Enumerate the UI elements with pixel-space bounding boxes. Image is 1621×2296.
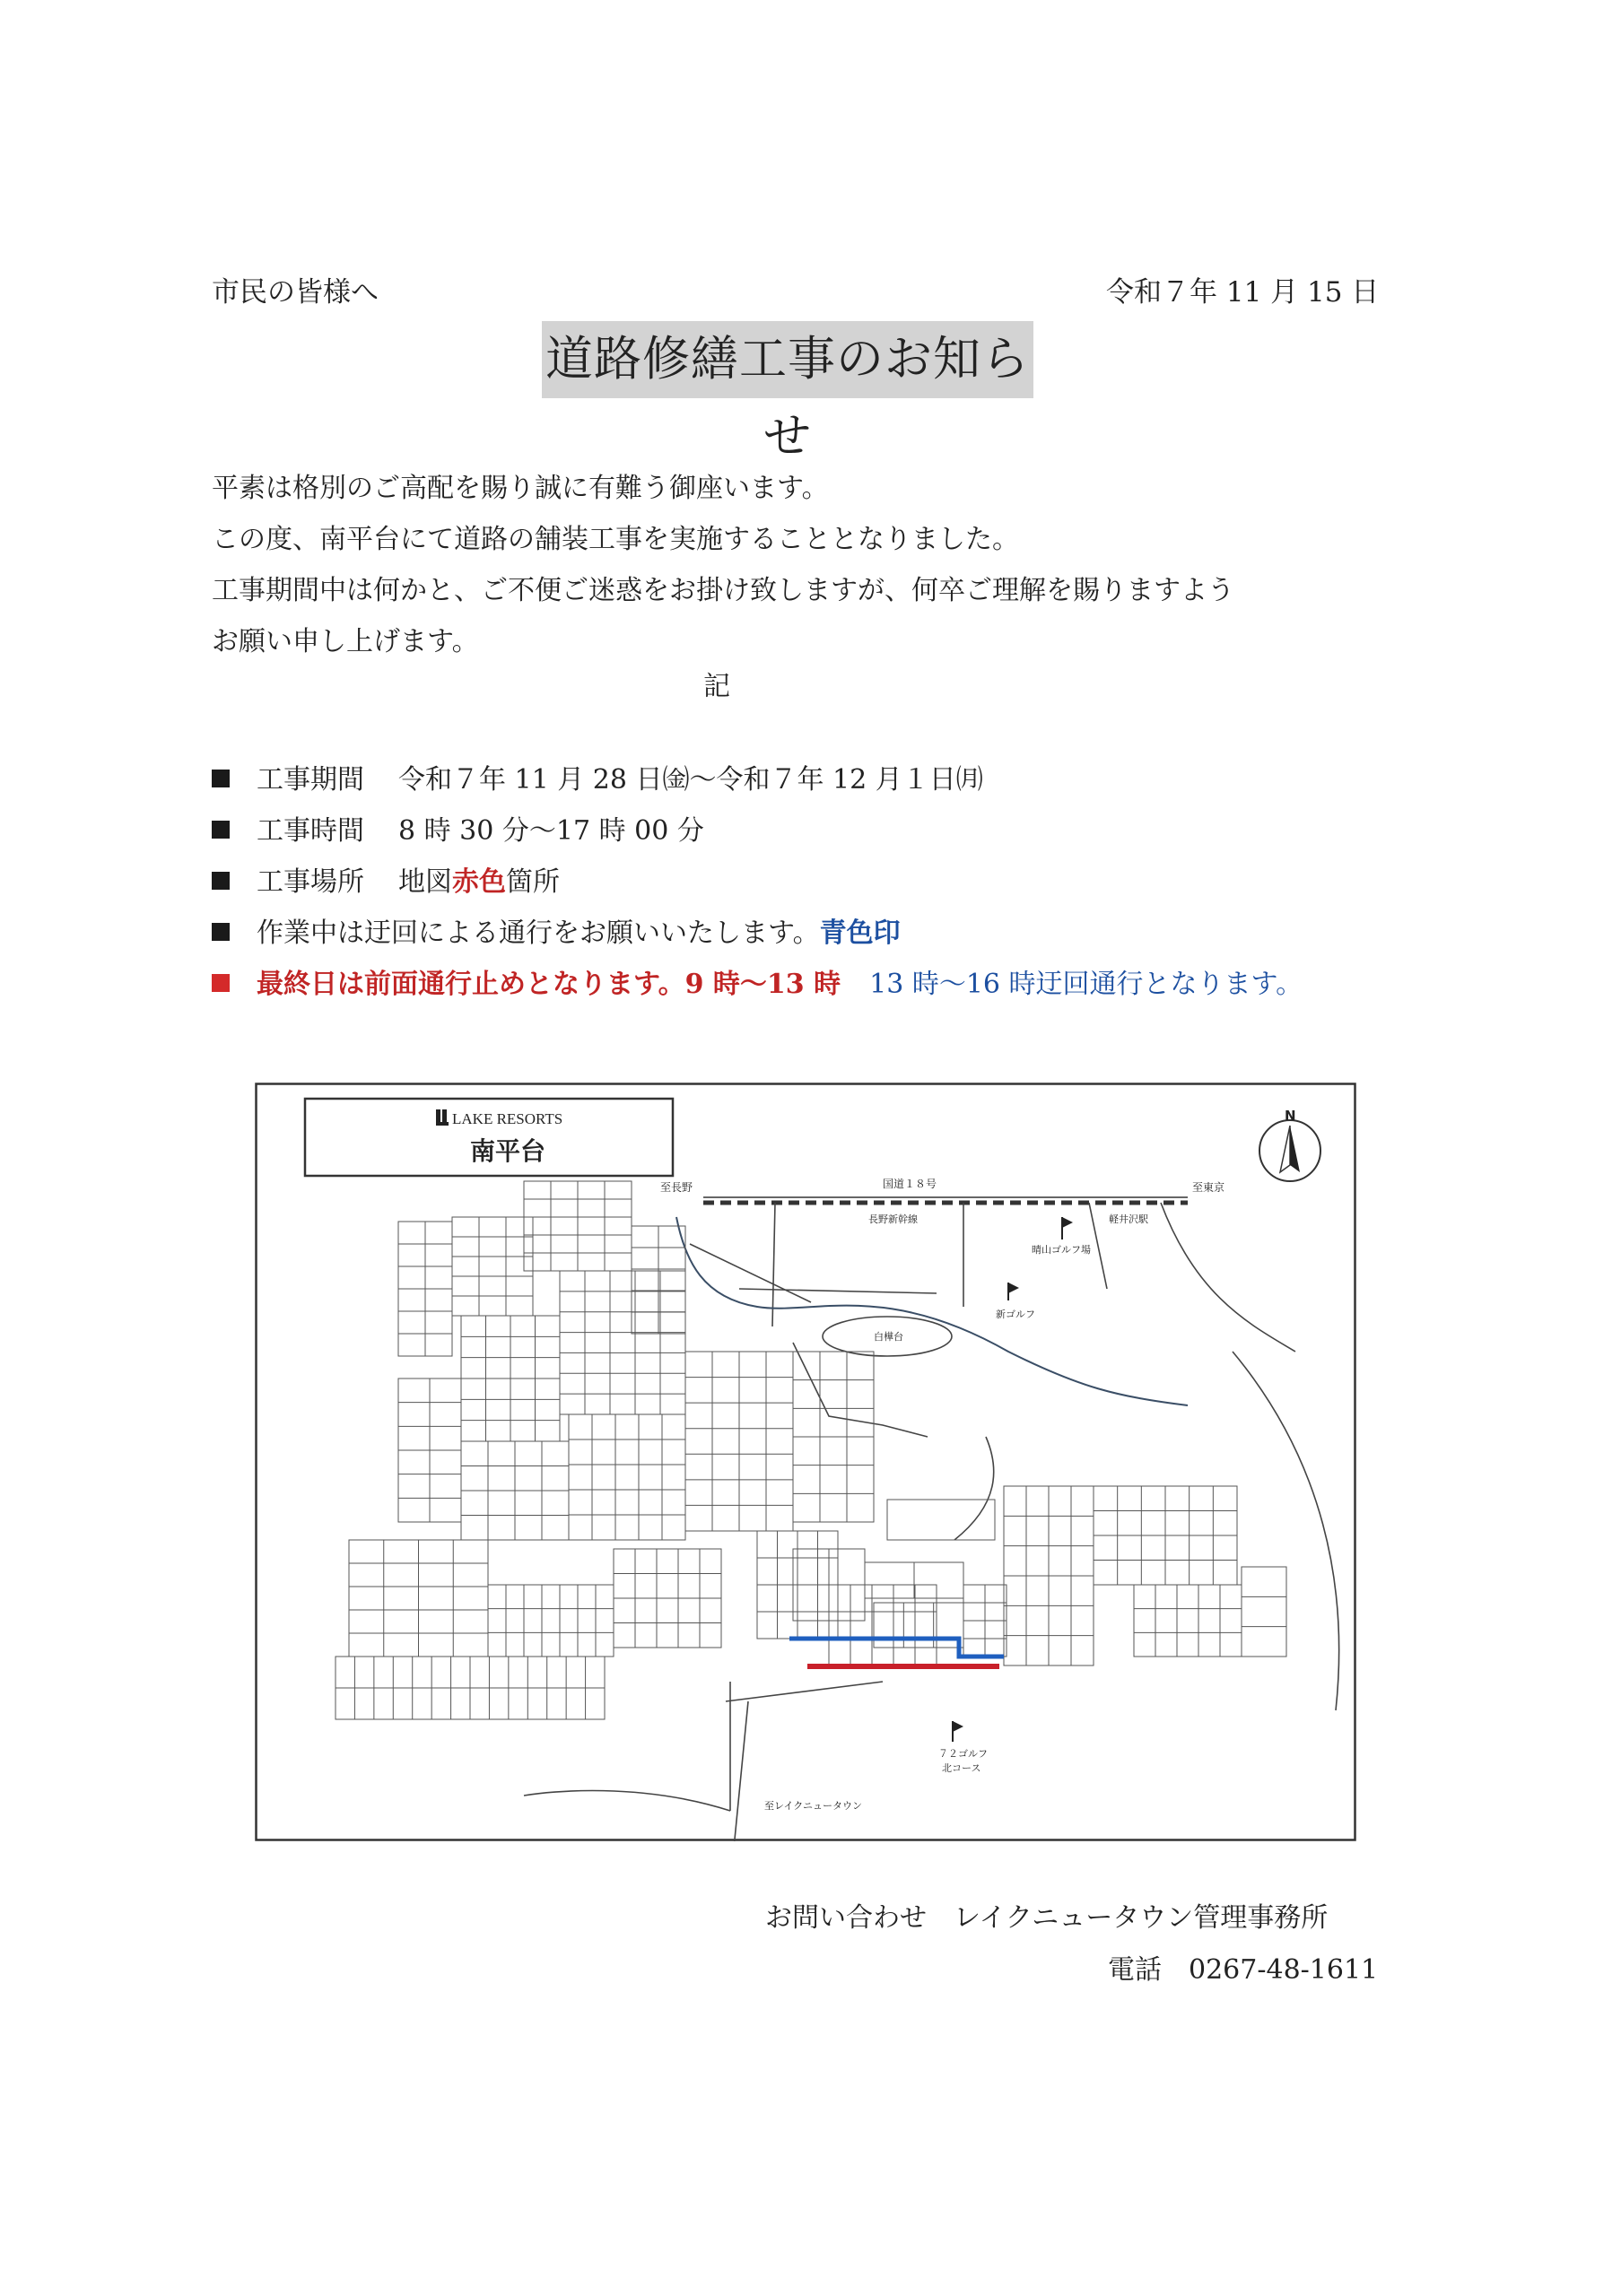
period-label: 工事期間 [257,764,364,796]
lake-resorts-logo-icon [436,1109,449,1126]
contact-line: お問い合わせ レイクニュータウン管理事務所 [765,1902,1329,1934]
time-value: 8 時 30 分～17 時 00 分 [398,815,704,847]
to-tokyo-label: 至東京 [1192,1181,1225,1194]
greeting-line: お願い申し上げます。 [212,626,479,657]
time-item [212,808,704,848]
bullet-square-icon [212,923,230,941]
golf1-label: 晴山ゴルフ場 [1032,1244,1091,1256]
station-label: 軽井沢駅 [1109,1213,1148,1225]
phone-line: 電話 0267-48-1611 [1108,1954,1379,1986]
to-lake-label: 至レイクニュータウン [764,1800,863,1812]
notice-date: 令和７年 11 月 15 日 [1106,276,1380,309]
map-area-name: 南平台 [470,1136,546,1166]
place-item [212,859,560,899]
greeting-line: 平素は格別のご高配を賜り誠に有難う御座います。 [212,473,829,504]
ki-heading: 記 [703,671,730,702]
detour-item [212,910,901,950]
golf72-course-label: 北コース [942,1762,981,1774]
north-label: N [1285,1108,1296,1124]
greeting-paragraph [212,463,1234,667]
page-title: 道路修繕工事のお知らせ [542,321,1033,398]
bullet-square-icon [212,872,230,890]
golf2-label: 新ゴルフ [996,1309,1035,1320]
shirakaba-label: 白樺台 [874,1331,903,1343]
time-label: 工事時間 [257,815,364,847]
period-item [212,757,983,796]
greeting-line: この度、南平台にて道路の舗装工事を実施することとなりました。 [212,524,1019,555]
site-map [255,1083,1356,1841]
golf72-label: ７２ゴルフ [938,1748,988,1760]
to-nagano-label: 至長野 [660,1181,693,1194]
place-value-post: 箇所 [506,866,560,898]
final-blue-text: 13 時～16 時迂回通行となります。 [869,969,1303,1000]
place-value-red: 赤色 [452,866,506,898]
period-value: 令和７年 11 月 28 日㈮～令和７年 12 月１日㈪ [398,764,983,796]
place-label: 工事場所 [257,866,364,898]
bullet-square-icon [212,974,230,992]
detour-blue: 青色印 [819,918,901,949]
detour-text: 作業中は迂回による通行をお願いいたします。 [257,918,820,949]
place-value-pre: 地図 [398,866,452,898]
final-day-item [212,961,1303,1001]
recipient: 市民の皆様へ [212,276,379,309]
map-brand: LAKE RESORTS [452,1110,563,1127]
greeting-line: 工事期間中は何かと、ご不便ご迷惑をお掛け致しますが、何卒ご理解を賜りますよう [212,575,1234,606]
bullet-square-icon [212,821,230,839]
shinkansen-label: 長野新幹線 [868,1213,918,1225]
route18-label: 国道１８号 [883,1178,937,1190]
bullet-square-icon [212,770,230,787]
final-red-text: 最終日は前面通行止めとなります。9 時～13 時 [257,969,841,1000]
